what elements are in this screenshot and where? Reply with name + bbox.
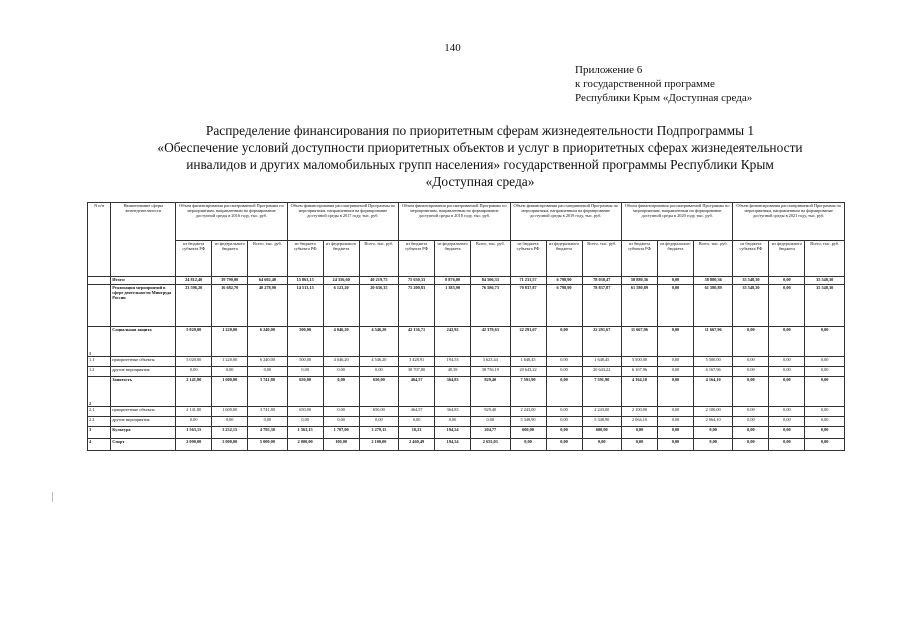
- row-value: 0,00: [323, 377, 359, 407]
- row-number: 2.1: [88, 407, 111, 417]
- row-value: 24 356,60: [323, 277, 359, 285]
- row-value: 829,40: [471, 407, 510, 417]
- row-value: 650,00: [287, 407, 323, 417]
- row-value: 650,00: [359, 407, 398, 417]
- row-value: 2 100,00: [693, 407, 732, 417]
- row-value: 5 020,00: [176, 327, 212, 357]
- row-value: 0,00: [733, 417, 769, 427]
- row-value: 61 580,89: [621, 285, 657, 327]
- row-value: 0,00: [323, 407, 359, 417]
- row-value: 71 231,57: [510, 277, 546, 285]
- row-value: 1 220,00: [212, 327, 248, 357]
- row-value: 0,00: [733, 357, 769, 367]
- row-number: 4: [88, 439, 111, 451]
- row-value: 600,00: [582, 427, 621, 439]
- appendix-note: [575, 63, 752, 105]
- row-value: 2 655,03: [471, 439, 510, 451]
- row-name: Культура: [111, 427, 176, 439]
- row-name: другие мероприятия: [111, 367, 176, 377]
- header-sub-1-2: из федерального бюджета: [212, 241, 248, 277]
- row-value: 0,00: [769, 407, 805, 417]
- row-value: 15 863,15: [287, 277, 323, 285]
- appendix-line-2: к государственной программе: [575, 78, 715, 90]
- row-value: 100,00: [323, 439, 359, 451]
- row-value: 194,54: [435, 427, 471, 439]
- row-value: 1 648,45: [510, 357, 546, 367]
- row-value: 242,92: [435, 327, 471, 357]
- title-line-3: инвалидов и других маломобильных групп населения» государственной программы Республики Крым: [186, 157, 774, 172]
- row-value: 0,00: [546, 407, 582, 417]
- row-value: 1 707,00: [323, 427, 359, 439]
- row-value: 78 837,87: [582, 285, 621, 327]
- row-value: 7 591,90: [582, 377, 621, 407]
- row-name: другие мероприятия: [111, 417, 176, 427]
- row-value: 194,53: [435, 357, 471, 367]
- row-name: Реализация мероприятий в сфере деятельности Минтруда России: [111, 285, 176, 327]
- row-value: 0,00: [546, 377, 582, 407]
- row-value: 0,00: [733, 439, 769, 451]
- row-name: Итого:: [111, 277, 176, 285]
- table-row: [88, 327, 845, 357]
- title-line-2: «Обеспечение условий доступности приоритетных объектов и услуг в приоритетных сферах жизнедеятельности: [157, 140, 803, 155]
- row-value: 0,00: [769, 417, 805, 427]
- row-value: 8 876,00: [435, 277, 471, 285]
- row-value: 24 812,40: [176, 277, 212, 285]
- row-value: 5 000,00: [248, 439, 287, 451]
- row-value: 42 379,63: [471, 327, 510, 357]
- row-value: 84 506,33: [471, 277, 510, 285]
- row-value: 0,00: [176, 367, 212, 377]
- row-value: 0,00: [805, 427, 845, 439]
- row-value: 1 600,00: [212, 407, 248, 417]
- row-value: 0,00: [657, 327, 693, 357]
- row-value: 0,00: [769, 367, 805, 377]
- row-value: 364,83: [435, 377, 471, 407]
- row-value: 6 798,90: [546, 277, 582, 285]
- table-row: [88, 377, 845, 407]
- row-value: 0,00: [733, 377, 769, 407]
- row-value: 0,00: [582, 439, 621, 451]
- table-row: [88, 357, 845, 367]
- row-value: 1 385,90: [435, 285, 471, 327]
- row-value: 464,57: [399, 377, 435, 407]
- header-year-group-4: Объем финансирования рассматриваемой Программы по мероприятиям, направленным на формирование доступной среды в 2019 году, тыс. руб.: [510, 203, 621, 241]
- row-value: 0,00: [657, 407, 693, 417]
- header-sub-1-3: Всего, тыс. руб.: [248, 241, 287, 277]
- header-sub-3-3: Всего, тыс. руб.: [471, 241, 510, 277]
- row-number: 1.1: [88, 357, 111, 367]
- row-value: 600,00: [510, 427, 546, 439]
- row-value: 38 707,80: [399, 367, 435, 377]
- row-value: 0,00: [733, 327, 769, 357]
- row-value: 0,00: [657, 439, 693, 451]
- row-value: 0,00: [769, 439, 805, 451]
- row-value: 35 548,30: [805, 285, 845, 327]
- row-value: 194,54: [435, 439, 471, 451]
- row-name: Социальная защита: [111, 327, 176, 357]
- header-year-group-3: Объем финансирования рассматриваемой Программы по мероприятиям, направленным на формирование доступной среды в 2018 году, тыс. руб.: [399, 203, 510, 241]
- document-title: [100, 122, 860, 190]
- row-value: 829,40: [471, 377, 510, 407]
- header-year-group-1: Объем финансирования рассматриваемой Программы по мероприятиям, направленным на формирование доступной среды в 2016 году, тыс. руб.: [176, 203, 287, 241]
- table-body: [88, 277, 845, 451]
- header-sub-1-1: из бюджета субъекта РФ: [176, 241, 212, 277]
- row-value: 6 123,20: [323, 285, 359, 327]
- table-row: [88, 277, 845, 285]
- row-value: 0,00: [323, 367, 359, 377]
- row-value: 0,00: [769, 377, 805, 407]
- header-sub-5-1: из бюджета субъекта РФ: [621, 241, 657, 277]
- row-value: 0,00: [359, 417, 398, 427]
- row-value: 16 682,70: [212, 285, 248, 327]
- row-value: 2 100,00: [359, 439, 398, 451]
- header-year-group-5: Объем финансирования рассматриваемой Программы по мероприятиям, направленным на формирование доступной среды в 2020 году, тыс. руб.: [621, 203, 732, 241]
- row-value: 0,00: [546, 327, 582, 357]
- row-value: 6 240,00: [248, 327, 287, 357]
- row-value: 35 548,30: [733, 277, 769, 285]
- table-row: [88, 367, 845, 377]
- table-row: [88, 417, 845, 427]
- row-value: 38 756,19: [471, 367, 510, 377]
- row-value: 3 270,15: [359, 427, 398, 439]
- row-value: 0,00: [359, 367, 398, 377]
- row-value: 1 600,00: [212, 377, 248, 407]
- row-value: 75 630,33: [399, 277, 435, 285]
- row-value: 20 643,22: [582, 367, 621, 377]
- row-value: 7 591,90: [510, 377, 546, 407]
- row-number: 1: [88, 327, 111, 357]
- row-value: 2 243,00: [582, 407, 621, 417]
- row-value: 3 623,44: [471, 357, 510, 367]
- row-value: 0,00: [248, 417, 287, 427]
- appendix-line-3: Республики Крым «Доступная среда»: [575, 92, 753, 104]
- row-value: 0,00: [769, 285, 805, 327]
- row-value: 0,00: [657, 367, 693, 377]
- table-row: [88, 285, 845, 327]
- row-value: 4 046,20: [323, 357, 359, 367]
- header-sub-2-1: из бюджета субъекта РФ: [287, 241, 323, 277]
- row-name: приоритетные объекты: [111, 357, 176, 367]
- row-value: 2 141,80: [176, 377, 212, 407]
- row-value: 40 219,75: [359, 277, 398, 285]
- row-value: 650,00: [287, 377, 323, 407]
- row-value: 4 546,20: [359, 357, 398, 367]
- row-value: 40 278,90: [248, 285, 287, 327]
- row-value: 78 030,47: [582, 277, 621, 285]
- row-value: 500,00: [287, 327, 323, 357]
- row-value: 0,00: [805, 327, 845, 357]
- row-value: 6 240,00: [248, 357, 287, 367]
- row-value: 5 020,00: [176, 357, 212, 367]
- row-value: 76 586,73: [471, 285, 510, 327]
- table-header: [88, 203, 845, 277]
- row-number: [88, 277, 111, 285]
- row-value: 4 164,10: [693, 377, 732, 407]
- row-number: [88, 285, 111, 327]
- row-value: 2 064,10: [693, 417, 732, 427]
- row-value: 4 546,20: [359, 327, 398, 357]
- row-value: 3 741,80: [248, 407, 287, 417]
- row-name: Спорт: [111, 439, 176, 451]
- row-value: 0,00: [805, 367, 845, 377]
- table-row: [88, 439, 845, 451]
- row-number: 2.2: [88, 417, 111, 427]
- row-value: 364,83: [435, 407, 471, 417]
- row-value: 1 220,00: [212, 357, 248, 367]
- row-value: 0,00: [657, 277, 693, 285]
- row-value: 0,00: [546, 357, 582, 367]
- row-value: 500,00: [287, 357, 323, 367]
- row-value: 2 243,00: [510, 407, 546, 417]
- row-value: 0,00: [805, 407, 845, 417]
- row-value: 64 602,40: [248, 277, 287, 285]
- row-value: 0,00: [399, 417, 435, 427]
- row-value: 75 200,83: [399, 285, 435, 327]
- row-value: 2 000,00: [176, 439, 212, 451]
- row-value: 10,23: [399, 427, 435, 439]
- row-value: 22 291,67: [582, 327, 621, 357]
- row-value: 4 164,10: [621, 377, 657, 407]
- row-value: 4 046,20: [323, 327, 359, 357]
- header-sub-2-2: из федерального бюджета: [323, 241, 359, 277]
- row-value: 14 513,15: [287, 285, 323, 327]
- row-value: 0,00: [769, 427, 805, 439]
- row-value: 22 291,67: [510, 327, 546, 357]
- header-sub-4-2: из федерального бюджета: [546, 241, 582, 277]
- header-sub-6-2: из федерального бюджета: [769, 241, 805, 277]
- row-value: 4 795,30: [248, 427, 287, 439]
- header-sub-3-1: из бюджета субъекта РФ: [399, 241, 435, 277]
- row-value: 58 880,36: [693, 277, 732, 285]
- row-value: 5 348,90: [582, 417, 621, 427]
- row-value: 0,00: [769, 357, 805, 367]
- row-value: 0,00: [657, 427, 693, 439]
- header-sub-4-1: из бюджета субъекта РФ: [510, 241, 546, 277]
- row-value: 0,00: [657, 377, 693, 407]
- row-value: 0,00: [657, 417, 693, 427]
- row-name: Занятость: [111, 377, 176, 407]
- row-value: 0,00: [693, 439, 732, 451]
- row-value: 48,39: [435, 367, 471, 377]
- row-number: 1.2: [88, 367, 111, 377]
- table-row: [88, 427, 845, 439]
- row-value: 23 596,20: [176, 285, 212, 327]
- row-value: 2 100,00: [621, 407, 657, 417]
- row-value: 464,57: [399, 407, 435, 417]
- header-sub-5-2: из федерального бюджета: [657, 241, 693, 277]
- row-value: 0,00: [733, 427, 769, 439]
- row-value: 3 000,00: [212, 439, 248, 451]
- row-value: 6 167,96: [621, 367, 657, 377]
- row-value: 650,00: [359, 377, 398, 407]
- row-value: 0,00: [546, 417, 582, 427]
- header-year-group-6: Объем финансирования рассматриваемой Программы по мероприятиям, направленным на формирование доступной среды в 2021 году, тыс. руб.: [733, 203, 845, 241]
- title-line-4: «Доступная среда»: [425, 174, 535, 189]
- row-value: 2 000,00: [287, 439, 323, 451]
- row-value: 35 548,30: [805, 277, 845, 285]
- row-value: 0,00: [805, 439, 845, 451]
- row-value: 0,00: [212, 367, 248, 377]
- row-value: 0,00: [287, 367, 323, 377]
- row-value: 0,00: [510, 439, 546, 451]
- scan-mark: [52, 492, 53, 502]
- row-value: 1 563,15: [287, 427, 323, 439]
- table-row: [88, 407, 845, 417]
- row-value: 3 428,91: [399, 357, 435, 367]
- row-value: 6 167,96: [693, 367, 732, 377]
- row-value: 0,00: [546, 367, 582, 377]
- row-value: 0,00: [546, 439, 582, 451]
- row-value: 3 232,15: [212, 427, 248, 439]
- header-sub-5-3: Всего, тыс. руб.: [693, 241, 732, 277]
- row-value: 204,77: [471, 427, 510, 439]
- row-number: 3: [88, 427, 111, 439]
- row-value: 70 837,87: [510, 285, 546, 327]
- row-value: 6 798,90: [546, 285, 582, 327]
- row-value: 0,00: [435, 417, 471, 427]
- header-sub-2-3: Всего, тыс. руб.: [359, 241, 398, 277]
- header-sub-6-3: Всего, тыс. руб.: [805, 241, 845, 277]
- row-name: приоритетные объекты: [111, 407, 176, 417]
- row-value: 11 667,96: [693, 327, 732, 357]
- row-value: 0,00: [546, 427, 582, 439]
- header-no: N п/п: [88, 203, 111, 277]
- header-sub-6-1: из бюджета субъекта РФ: [733, 241, 769, 277]
- row-value: 2 064,10: [621, 417, 657, 427]
- row-value: 0,00: [805, 417, 845, 427]
- row-value: 0,00: [657, 285, 693, 327]
- row-value: 35 548,30: [733, 285, 769, 327]
- row-value: 5 500,00: [693, 357, 732, 367]
- header-year-group-2: Объем финансирования рассматриваемой Программы по мероприятиям, направленным на формирование доступной среды в 2017 году, тыс. руб.: [287, 203, 398, 241]
- header-sub-4-3: Всего, тыс. руб.: [582, 241, 621, 277]
- row-value: 20 636,35: [359, 285, 398, 327]
- row-value: 0,00: [769, 277, 805, 285]
- row-value: 61 580,89: [693, 285, 732, 327]
- row-value: 5 500,00: [621, 357, 657, 367]
- row-value: 5 348,90: [510, 417, 546, 427]
- header-sub-3-2: из федерального бюджета: [435, 241, 471, 277]
- row-value: 0,00: [248, 367, 287, 377]
- row-number: 2: [88, 377, 111, 407]
- row-value: 2 460,49: [399, 439, 435, 451]
- row-value: 0,00: [805, 357, 845, 367]
- row-value: 11 667,96: [621, 327, 657, 357]
- appendix-line-1: Приложение 6: [575, 64, 643, 76]
- row-value: 0,00: [769, 327, 805, 357]
- row-value: 2 141,80: [176, 407, 212, 417]
- row-value: 0,00: [733, 407, 769, 417]
- page-number: 140: [444, 42, 461, 54]
- row-value: 1 648,45: [582, 357, 621, 367]
- row-value: 0,00: [733, 367, 769, 377]
- row-value: 0,00: [323, 417, 359, 427]
- row-value: 0,00: [657, 357, 693, 367]
- row-value: 0,00: [805, 377, 845, 407]
- row-value: 0,00: [212, 417, 248, 427]
- row-value: 1 563,15: [176, 427, 212, 439]
- header-name: Наименование сферы жизнедеятельности: [111, 203, 176, 277]
- row-value: 20 643,22: [510, 367, 546, 377]
- row-value: 58 880,36: [621, 277, 657, 285]
- row-value: 42 136,71: [399, 327, 435, 357]
- row-value: 0,00: [621, 427, 657, 439]
- row-value: 39 790,00: [212, 277, 248, 285]
- row-value: 0,00: [471, 417, 510, 427]
- row-value: 0,00: [693, 427, 732, 439]
- title-line-1: Распределение финансирования по приоритетным сферам жизнедеятельности Подпрограммы 1: [205, 123, 755, 138]
- row-value: 3 741,80: [248, 377, 287, 407]
- row-value: 0,00: [287, 417, 323, 427]
- row-value: 0,00: [621, 439, 657, 451]
- financing-table: [87, 202, 845, 451]
- row-value: 0,00: [176, 417, 212, 427]
